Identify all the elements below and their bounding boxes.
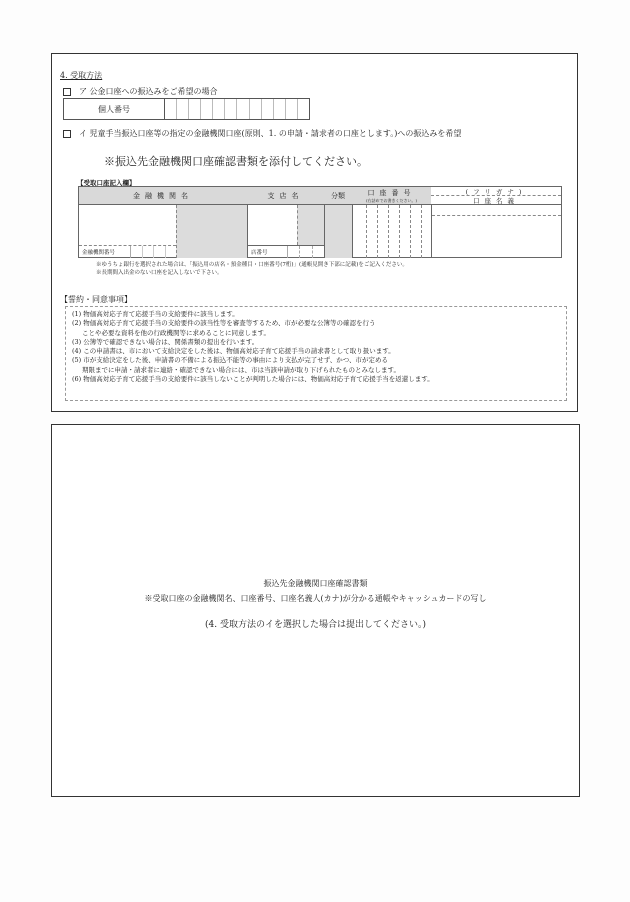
account-note-1: ※ゆうちょ銀行を選択された場合は、「振込用の店名・預金種目・口座番号(7桁)」(通帳見開き下部に記載)をご記入ください。 — [96, 262, 408, 268]
mynumber-digit[interactable] — [262, 99, 274, 119]
mynumber-digit[interactable] — [201, 99, 213, 119]
attachment-box — [51, 424, 580, 797]
attach-notice: ※振込先金融機関口座確認書類を添付してください。 — [104, 155, 368, 168]
attachment-note: ※受取口座の金融機関名、口座番号、口座名義人(カナ)が分かる通帳やキャッシュカードの写し — [144, 594, 487, 603]
account-table-title: 【受取口座記入欄】 — [77, 179, 136, 187]
mynumber-digit[interactable] — [177, 99, 189, 119]
mynumber-digit[interactable] — [213, 99, 225, 119]
agreement-item: (2) 物価高対応子育て応援手当の支給要件の該当性等を審査等するため、市が必要な公簿等の確認を行う — [72, 319, 376, 328]
category-input[interactable] — [324, 205, 352, 258]
agreement-item: (4) この申請書は、市において支給決定をした後は、物価高対応子育て応援手当の請求書として取り扱います。 — [72, 347, 395, 356]
mynumber-digit[interactable] — [237, 99, 249, 119]
bank-code-row — [79, 245, 176, 258]
bank-type-area — [176, 205, 247, 258]
mynumber-field[interactable] — [63, 98, 310, 120]
mynumber-digit[interactable] — [274, 99, 286, 119]
account-number-note: (右詰めでお書きください。) — [365, 197, 418, 203]
header-category: 分類 — [324, 187, 352, 205]
bank-code-digit[interactable] — [143, 246, 155, 258]
receipt-method-section — [51, 53, 578, 412]
account-table — [78, 186, 562, 258]
agreement-box — [65, 306, 567, 401]
account-note-2: ※長期間入出金のない口座を記入しないで下さい。 — [96, 270, 223, 276]
mynumber-label: 個人番号 — [64, 99, 165, 119]
option-i[interactable] — [63, 128, 461, 139]
bank-name-input[interactable] — [79, 205, 176, 245]
branch-type-area — [297, 205, 324, 245]
section-title: 4. 受取方法 — [60, 71, 103, 80]
header-branch-name: 支店名 — [247, 187, 324, 205]
mynumber-digit[interactable] — [189, 99, 201, 119]
header-account-number — [352, 187, 431, 205]
agreement-item: (6) 物価高対応子育て応援手当の支給要件に該当しないことが判明した場合には、物価高対応子育て応援手当を返還します。 — [72, 375, 434, 384]
branch-code-digit[interactable] — [288, 246, 300, 258]
attachment-sub: (4. 受取方法のイを選択した場合は提出してください。) — [205, 620, 426, 630]
option-i-checkbox[interactable] — [63, 130, 71, 138]
bank-code-digit[interactable] — [131, 246, 143, 258]
attachment-title: 振込先金融機関口座確認書類 — [263, 579, 368, 588]
option-a[interactable] — [63, 86, 218, 97]
branch-code-label: 店番号 — [248, 246, 288, 258]
header-holder — [431, 187, 561, 205]
holder-name-input[interactable] — [431, 205, 561, 258]
mynumber-digit[interactable] — [225, 99, 237, 119]
bank-code-digit[interactable] — [166, 246, 177, 258]
mynumber-digit[interactable] — [286, 99, 298, 119]
header-bank-name: 金融機関名 — [79, 187, 247, 205]
option-a-checkbox[interactable] — [63, 88, 71, 96]
branch-code-digit[interactable] — [313, 246, 324, 258]
account-number-label: 口座番号 — [367, 188, 416, 197]
agreement-item: (5) 市が支給決定をした後、申請書の不備による振込不能等の事由により支払が完了せず、かつ、市が定める — [72, 356, 388, 365]
option-a-label: ア 公金口座への振込みをご希望の場合 — [79, 87, 218, 96]
branch-code-row — [247, 245, 324, 258]
agreement-item: ことや必要な資料を他の行政機関等に求めることに同意します。 — [82, 328, 270, 337]
mynumber-digit[interactable] — [250, 99, 262, 119]
branch-code-digit[interactable] — [300, 246, 312, 258]
branch-name-input[interactable] — [247, 205, 297, 245]
agreement-item: 期限までに申請・請求者に連絡・確認できない場合には、市は当該申請が取り下げられたものとみなします。 — [82, 365, 400, 374]
header-furigana: (フリガナ) — [431, 187, 561, 196]
header-holder-name: 口座名義 — [473, 197, 519, 205]
agreement-title: 【誓約・同意事項】 — [60, 295, 132, 304]
bank-code-digit[interactable] — [154, 246, 166, 258]
agreement-item: (1) 物価高対応子育て応援手当の支給要件に該当します。 — [72, 310, 239, 318]
mynumber-digit[interactable] — [298, 99, 309, 119]
account-number-input[interactable] — [352, 205, 431, 258]
mynumber-digit[interactable] — [165, 99, 177, 119]
agreement-item: (3) 公簿等で確認できない場合は、関係書類の提出を行います。 — [72, 337, 259, 346]
bank-code-label: 金融機関番号 — [79, 246, 131, 258]
option-i-label: イ 児童手当振込口座等の指定の金融機関口座(原則、1. の申請・請求者の口座とします。)への振込みを希望 — [79, 129, 462, 138]
